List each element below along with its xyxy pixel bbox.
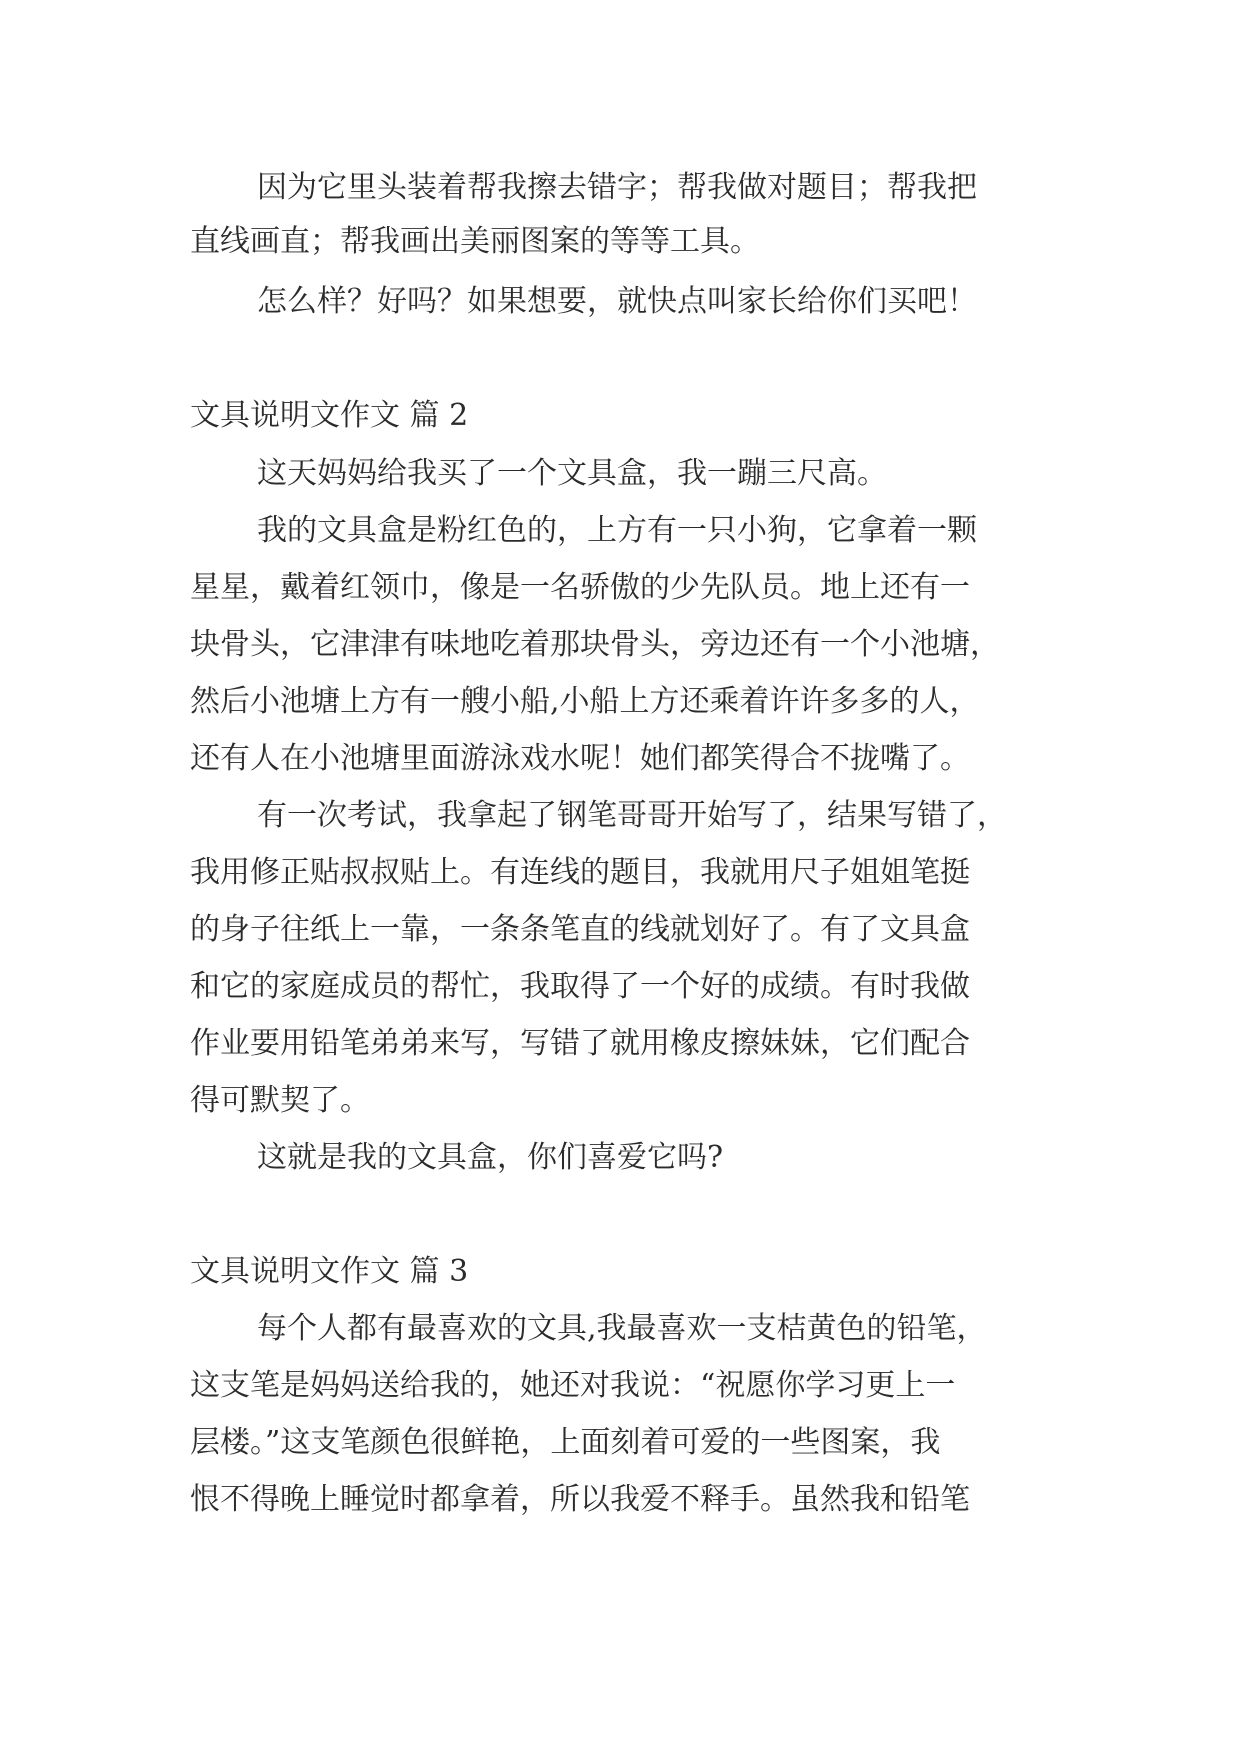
paragraph-line: 我用修正贴叔叔贴上。有连线的题目，我就用尺子姐姐笔挺	[190, 855, 970, 890]
paragraph-line: 有一次考试，我拿起了钢笔哥哥开始写了，结果写错了，	[257, 798, 1007, 833]
paragraph-line: 直线画直；帮我画出美丽图案的等等工具。	[190, 224, 760, 259]
paragraph-line: 因为它里头装着帮我擦去错字；帮我做对题目；帮我把	[257, 170, 977, 205]
paragraph-line: 块骨头，它津津有味地吃着那块骨头，旁边还有一个小池塘，	[190, 627, 1000, 662]
paragraph-line: 的身子往纸上一靠，一条条笔直的线就划好了。有了文具盒	[190, 912, 970, 947]
paragraph-line: 得可默契了。	[190, 1083, 370, 1118]
paragraph-line: 和它的家庭成员的帮忙，我取得了一个好的成绩。有时我做	[190, 969, 970, 1004]
paragraph-line: 恨不得晚上睡觉时都拿着，所以我爱不释手。虽然我和铅笔	[190, 1482, 970, 1517]
paragraph-line: 然后小池塘上方有一艘小船,小船上方还乘着许许多多的人，	[190, 684, 980, 719]
paragraph-line: 每个人都有最喜欢的文具,我最喜欢一支桔黄色的铅笔，	[257, 1311, 987, 1346]
paragraph-line: 怎么样？好吗？如果想要，就快点叫家长给你们买吧！	[257, 284, 977, 319]
paragraph-line: 这就是我的文具盒，你们喜爱它吗?	[257, 1140, 724, 1175]
paragraph-line: 这支笔是妈妈送给我的，她还对我说：“祝愿你学习更上一	[190, 1368, 956, 1403]
section-heading: 文具说明文作文 篇 3	[190, 1254, 469, 1289]
paragraph-line: 还有人在小池塘里面游泳戏水呢！她们都笑得合不拢嘴了。	[190, 741, 970, 776]
paragraph-line: 这天妈妈给我买了一个文具盒，我一蹦三尺高。	[257, 456, 887, 491]
section-heading: 文具说明文作文 篇 2	[190, 398, 469, 433]
paragraph-line: 星星，戴着红领巾，像是一名骄傲的少先队员。地上还有一	[190, 570, 970, 605]
paragraph-line: 层楼。”这支笔颜色很鲜艳，上面刻着可爱的一些图案，我	[190, 1425, 941, 1460]
paragraph-line: 我的文具盒是粉红色的，上方有一只小狗，它拿着一颗	[257, 513, 977, 548]
paragraph-line: 作业要用铅笔弟弟来写，写错了就用橡皮擦妹妹，它们配合	[190, 1026, 970, 1061]
